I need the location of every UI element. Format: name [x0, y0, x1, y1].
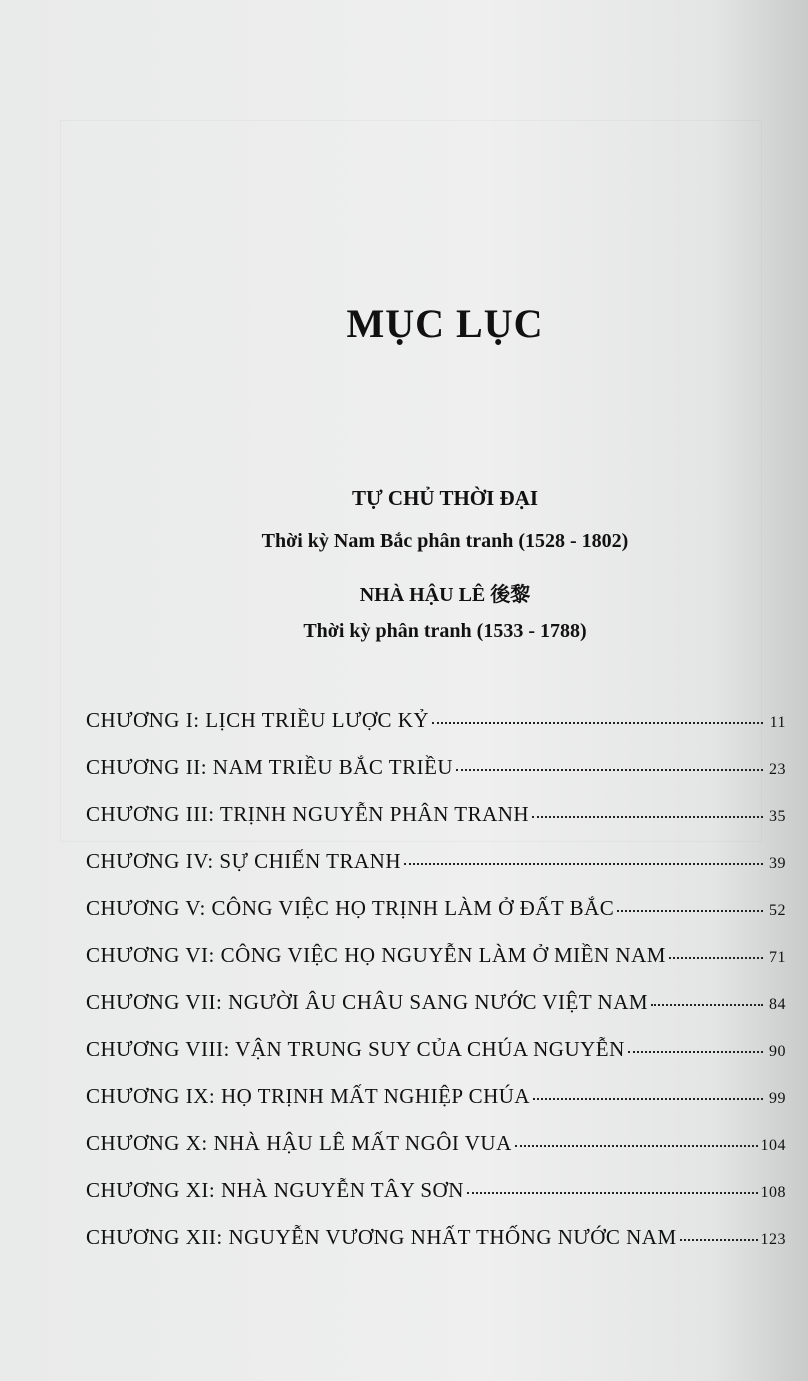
toc-entry [86, 1084, 786, 1131]
toc-chapter-label: CHƯƠNG VII: NGƯỜI ÂU CHÂU SANG NƯỚC VIỆT NAM [86, 990, 649, 1014]
period-heading: Thời kỳ Nam Bắc phân tranh (1528 - 1802) [261, 530, 629, 552]
toc-entry [86, 708, 786, 755]
toc-chapter-label: CHƯƠNG X: NHÀ HẬU LÊ MẤT NGÔI VUA [86, 1131, 512, 1155]
toc-page-number: 123 [760, 1231, 786, 1248]
toc-page-number: 11 [769, 714, 786, 731]
table-of-contents [86, 708, 786, 1272]
toc-chapter-label: CHƯƠNG VI: CÔNG VIỆC HỌ NGUYỄN LÀM Ở MIỀN NAM [86, 943, 666, 967]
toc-chapter-label: CHƯƠNG III: TRỊNH NGUYỄN PHÂN TRANH [86, 802, 530, 826]
toc-page-number: 90 [769, 1043, 786, 1060]
dynasty-heading: NHÀ HẬU LÊ 後黎 [359, 584, 531, 606]
toc-leader-dots [628, 1051, 763, 1053]
toc-leader-dots [432, 722, 763, 724]
page-title: MỤC LỤC [346, 301, 544, 346]
toc-page-number: 99 [769, 1090, 786, 1107]
toc-entry [86, 990, 786, 1037]
toc-page-number: 23 [769, 761, 786, 778]
toc-chapter-label: CHƯƠNG XII: NGUYỄN VƯƠNG NHẤT THỐNG NƯỚC NAM [86, 1225, 677, 1249]
toc-leader-dots [680, 1239, 758, 1241]
toc-entry [86, 943, 786, 990]
toc-page-number: 35 [769, 808, 786, 825]
toc-entry [86, 896, 786, 943]
toc-entry [86, 755, 786, 802]
toc-leader-dots [515, 1145, 758, 1147]
toc-entry [86, 1225, 786, 1272]
era-heading: TỰ CHỦ THỜI ĐẠI [351, 486, 539, 510]
toc-chapter-label: CHƯƠNG IX: HỌ TRỊNH MẤT NGHIỆP CHÚA [86, 1084, 531, 1108]
toc-page-number: 71 [769, 949, 786, 966]
toc-entry [86, 1178, 786, 1225]
toc-chapter-label: CHƯƠNG II: NAM TRIỀU BẮC TRIỀU [86, 755, 454, 779]
toc-leader-dots [669, 957, 763, 959]
toc-leader-dots [533, 1098, 763, 1100]
toc-leader-dots [456, 769, 763, 771]
toc-page-number: 104 [760, 1137, 786, 1154]
toc-leader-dots [532, 816, 763, 818]
toc-leader-dots [651, 1004, 763, 1006]
toc-page-number: 108 [760, 1184, 786, 1201]
toc-entry [86, 802, 786, 849]
toc-chapter-label: CHƯƠNG I: LỊCH TRIỀU LƯỢC KỶ [86, 708, 430, 732]
sub-period-heading: Thời kỳ phân tranh (1533 - 1788) [303, 620, 587, 642]
toc-page-number: 84 [769, 996, 786, 1013]
toc-page-number: 52 [769, 902, 786, 919]
toc-leader-dots [404, 863, 763, 865]
toc-entry [86, 1037, 786, 1084]
toc-chapter-label: CHƯƠNG VIII: VẬN TRUNG SUY CỦA CHÚA NGUYỄN [86, 1037, 625, 1061]
toc-chapter-label: CHƯƠNG V: CÔNG VIỆC HỌ TRỊNH LÀM Ở ĐẤT BẮC [86, 896, 615, 920]
toc-page-number: 39 [769, 855, 786, 872]
toc-entry [86, 1131, 786, 1178]
toc-chapter-label: CHƯƠNG IV: SỰ CHIẾN TRANH [86, 849, 401, 873]
toc-chapter-label: CHƯƠNG XI: NHÀ NGUYỄN TÂY SƠN [86, 1178, 464, 1202]
toc-leader-dots [467, 1192, 758, 1194]
toc-entry [86, 849, 786, 896]
toc-leader-dots [617, 910, 763, 912]
